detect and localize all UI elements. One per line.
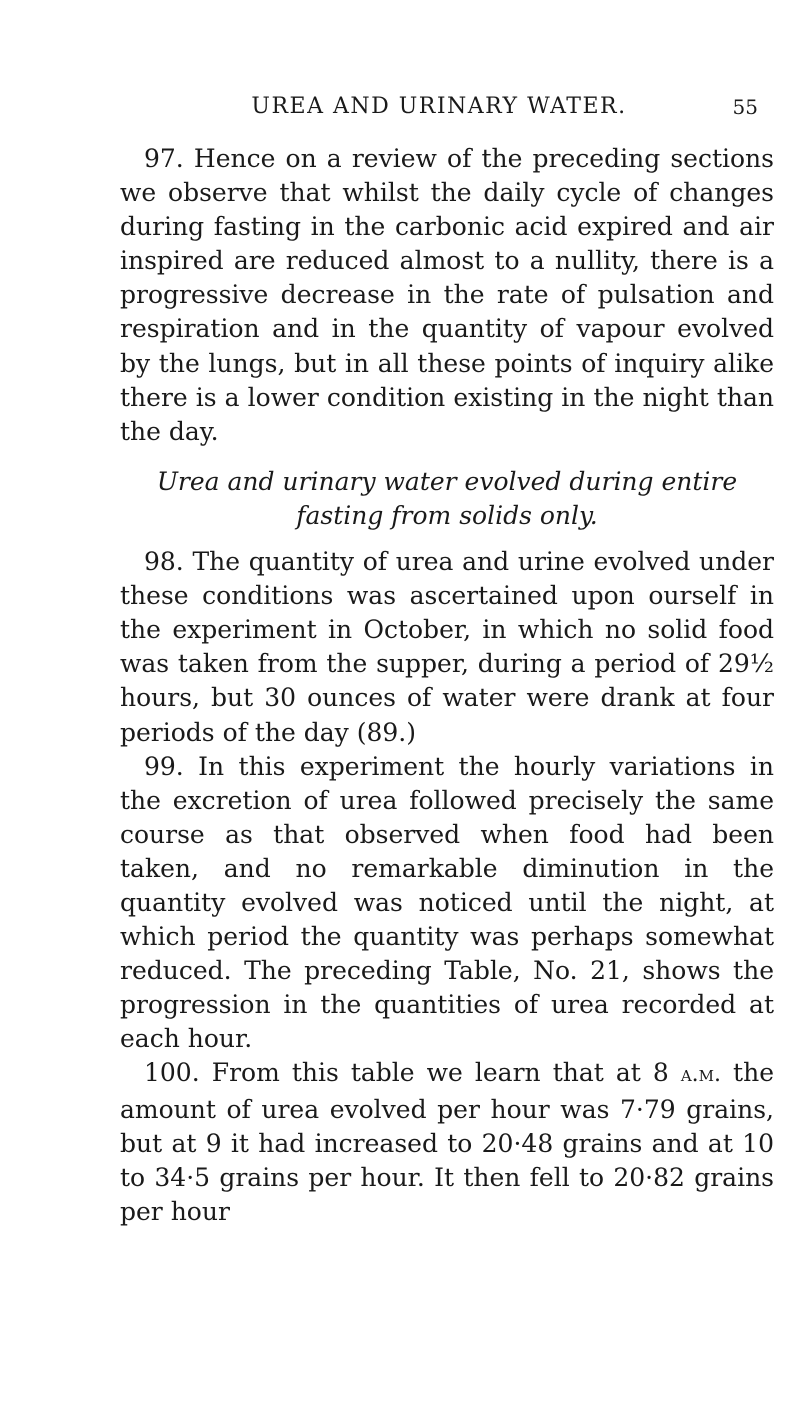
paragraph-98: 98. The quantity of urea and urine evolved under these conditions was ascertained upon ourself in the experiment in October, in which no solid food was taken from the supper, during a period of 29½ hours, but 30 ounces of water were drank at four periods of the day (89.) — [120, 547, 774, 747]
paragraph-100-rest: the amount of urea evolved per hour was 7·79 grains, but at 9 it had increased to 20·48 grains and at 10 to 34·5 grains per hour. It then fell to 20·82 grains per hour — [120, 1058, 774, 1226]
running-title: UREA AND URINARY WATER. — [251, 94, 627, 119]
body-text — [120, 142, 774, 1229]
page-number: 55 — [732, 95, 758, 119]
time-am: a.m. — [680, 1062, 721, 1088]
paragraph-99: 99. In this experiment the hourly variations in the excretion of urea followed precisely the same course as that observed when food had been taken, and no remarkable diminution in the quantity evolved was noticed until the night, at which period the quantity was perhaps somewhat reduced. The preceding Table, No. 21, shows the progression in the quantities of urea recorded at each hour. — [120, 751, 774, 1054]
paragraph-100-start: 100. From this table we learn that at 8 — [144, 1058, 681, 1088]
page-header — [120, 92, 758, 122]
paragraph-100 — [120, 1056, 774, 1228]
paragraph-97: 97. Hence on a review of the preceding sections we observe that whilst the daily cycle of changes during fasting in the carbonic acid expired and air inspired are reduced almost to a nullity, there is a progressive decrease in the rate of pulsation and respiration and in the quantity of vapour evolved by the lungs, but in all these points of inquiry alike there is a lower condition existing in the night than the day. — [120, 144, 774, 446]
section-heading: Urea and urinary water evolved during entire fasting from solids only. — [156, 466, 738, 530]
